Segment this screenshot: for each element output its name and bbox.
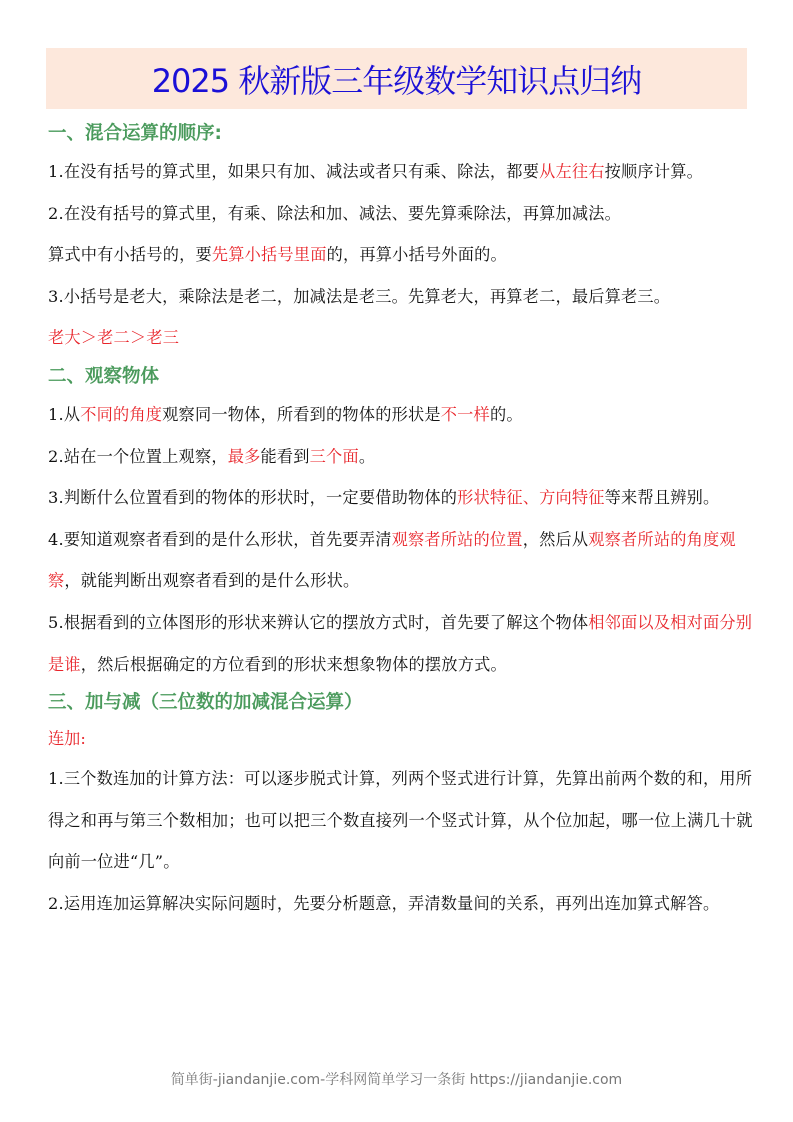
highlight-text: 最多 (227, 446, 261, 466)
paragraph (48, 477, 758, 519)
highlight-text: 从左往右 (539, 162, 605, 181)
paragraph (48, 193, 758, 235)
paragraph (48, 394, 758, 436)
paragraph (48, 602, 758, 685)
highlight-text: 老大＞老二＞老三 (48, 328, 180, 348)
highlight-text: 相邻面以及相对面分别是谁 (48, 612, 753, 674)
highlight-text: 三个面 (309, 446, 359, 466)
text: 观察同一物体，所看到的物体的形状是 (162, 404, 441, 424)
paragraph (48, 519, 758, 602)
paragraph (48, 276, 758, 318)
document-body (48, 116, 758, 925)
section-heading: 一、混合运算的顺序: (48, 123, 222, 144)
title-banner (46, 48, 747, 109)
section-heading: 三、加与减（三位数的加减混合运算） (48, 692, 363, 714)
text: 3.判断什么位置看到的物体的形状时，一定要借助物体的 (48, 488, 458, 508)
footer-watermark: 简单街-jiandanjie.com-学科网简单学习一条街 https://jiandanjie.com (170, 1072, 623, 1088)
paragraph (48, 758, 758, 883)
paragraph (48, 151, 758, 193)
paragraph (48, 883, 758, 925)
text: 1.三个数连加的计算方法：可以逐步脱式计算，列两个竖式进行计算，先算出前两个数的和，用所得之和再与第三个数相加；也可以把三个数直接列一个竖式计算，从个位加起，哪一位上满几十就向前一位进“几”。 (48, 769, 753, 872)
highlight-text: 观察者所站的角度观察 (48, 529, 736, 591)
section-mixed-operations (48, 116, 758, 359)
text: ，就能判断出观察者看到的是什么形状。 (64, 571, 360, 591)
sub-heading: 连加: (48, 729, 86, 749)
text: 1.在没有括号的算式里，如果只有加、减法或者只有乘、除法，都要 (48, 162, 540, 181)
text: 的，再算小括号外面的。 (326, 245, 507, 265)
section-heading: 二、观察物体 (48, 365, 160, 387)
text: 2.在没有括号的算式里，有乘、除法和加、减法、要先算乘除法，再算加减法。 (48, 203, 622, 223)
text: ，然后根据确定的方位看到的形状来想象物体的摆放方式。 (80, 654, 507, 674)
paragraph (48, 234, 758, 276)
text: 能看到 (260, 446, 310, 466)
text: 5.根据看到的立体图形的形状来辨认它的摆放方式时，首先要了解这个物体 (48, 612, 589, 632)
highlight-text: 不同的角度 (80, 404, 163, 424)
section-addition-subtraction (48, 685, 758, 924)
text: 。 (358, 446, 376, 466)
text: 等来帮且辨别。 (604, 488, 720, 508)
text: 4.要知道观察者看到的是什么形状，首先要弄清 (48, 529, 392, 549)
highlight-text: 先算小括号里面 (211, 245, 327, 265)
paragraph (48, 436, 758, 478)
text: 算式中有小括号的，要 (48, 245, 212, 265)
paragraph (48, 317, 758, 359)
highlight-text: 观察者所站的位置 (391, 529, 523, 549)
highlight-text: 形状特征、方向特征 (457, 488, 605, 508)
text: 2.运用连加运算解决实际问题时，先要分析题意，弄清数量间的关系，再列出连加算式解答。 (48, 893, 720, 913)
text: 按顺序计算。 (604, 162, 703, 181)
text: 1.从 (48, 404, 81, 424)
section-observing-objects (48, 359, 758, 685)
text: 的。 (489, 404, 523, 424)
page-title: 2025 秋新版三年级数学知识点归纳 (151, 61, 642, 100)
text: ，然后从 (522, 529, 589, 549)
highlight-text: 不一样 (440, 404, 490, 424)
text: 3.小括号是老大，乘除法是老二，加减法是老三。先算老大，再算老二，最后算老三。 (48, 286, 671, 306)
text: 2.站在一个位置上观察， (48, 446, 228, 466)
